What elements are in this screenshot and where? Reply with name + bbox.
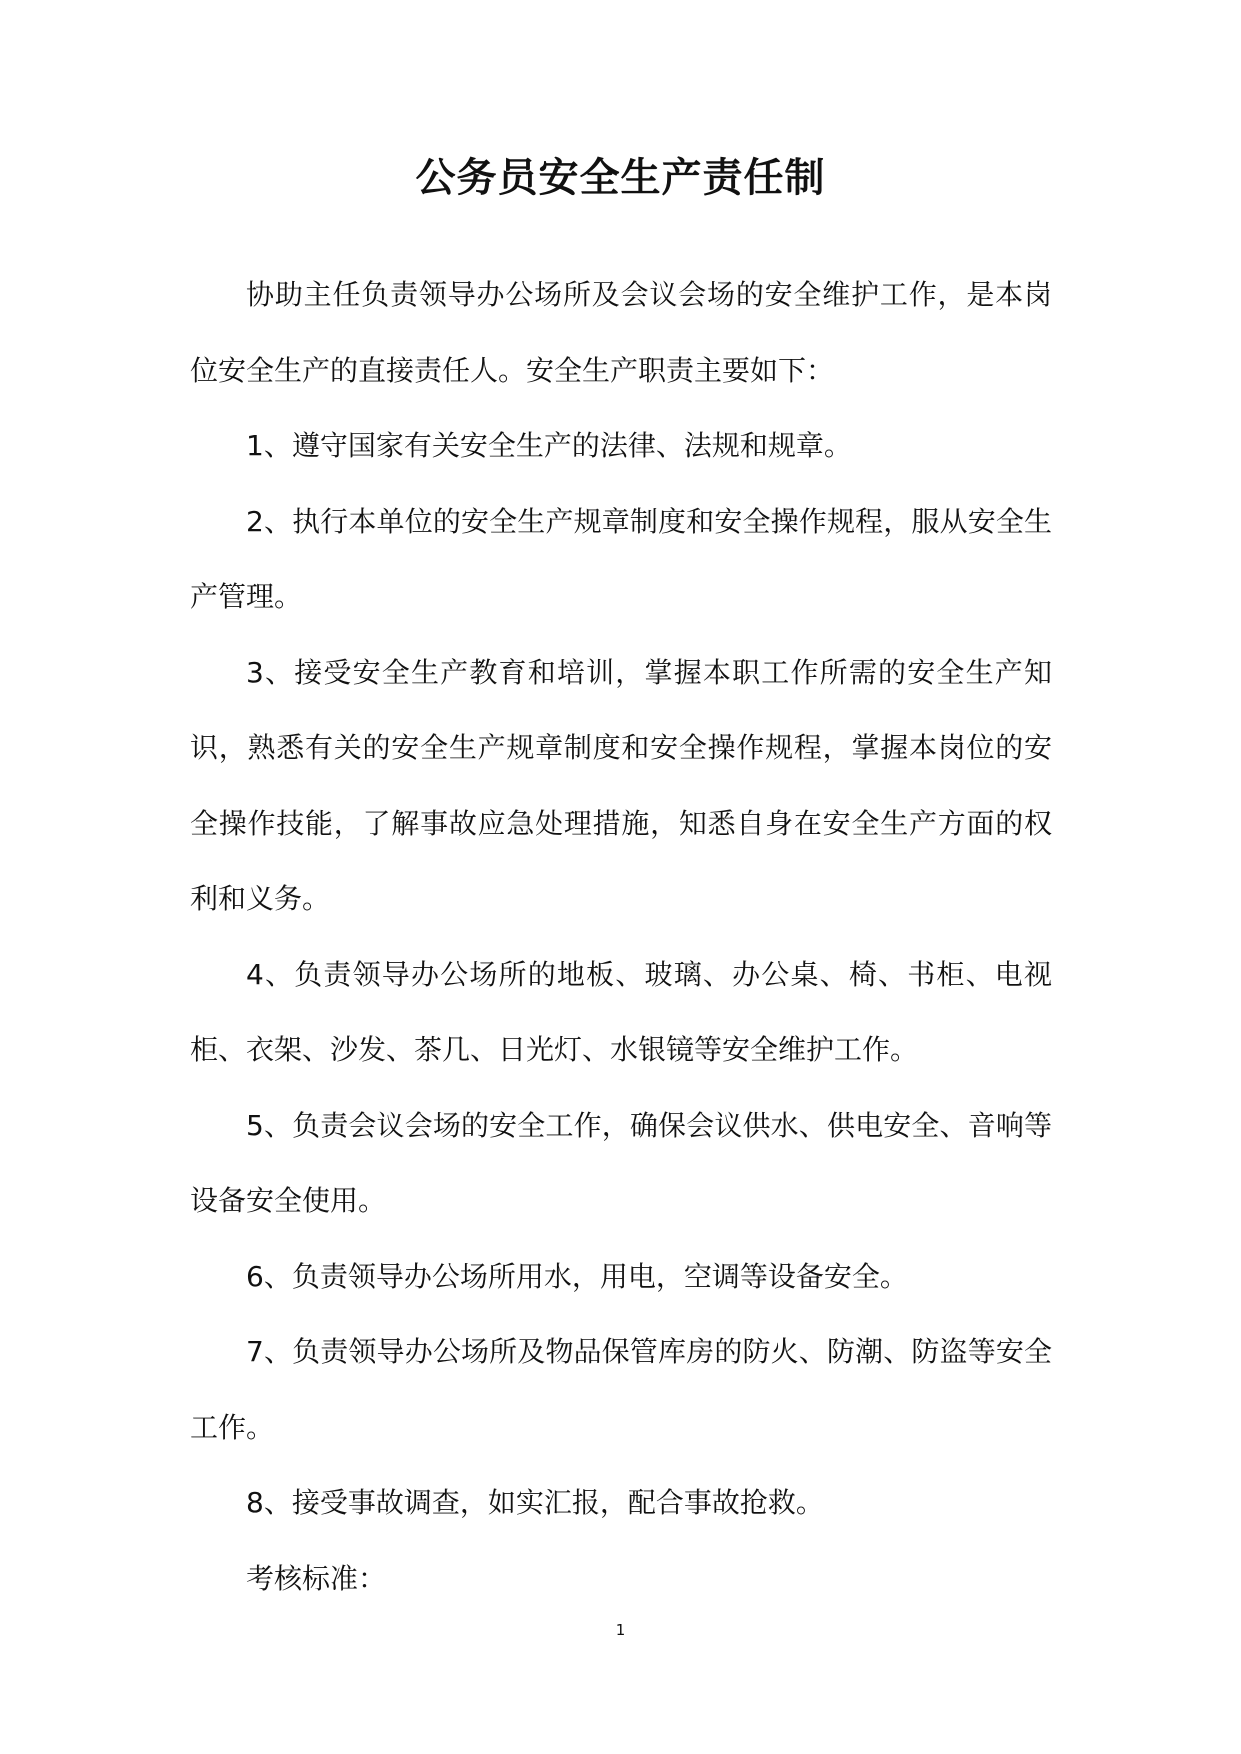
document-body — [190, 257, 1052, 1616]
duty-item-5: 5、负责会议会场的安全工作，确保会议供水、供电安全、音响等设备安全使用。 — [190, 1108, 1052, 1217]
intro-paragraph: 协助主任负责领导办公场所及会议会场的安全维护工作，是本岗位安全生产的直接责任人。安全生产职责主要如下： — [190, 278, 1052, 387]
duty-item-2: 2、执行本单位的安全生产规章制度和安全操作规程，服从安全生产管理。 — [190, 504, 1052, 613]
duty-item-3: 3、接受安全生产教育和培训，掌握本职工作所需的安全生产知识，熟悉有关的安全生产规章制度和安全操作规程，掌握本岗位的安全操作技能，了解事故应急处理措施，知悉自身在安全生产方面的权利和义务。 — [190, 655, 1052, 915]
duty-item-4: 4、负责领导办公场所的地板、玻璃、办公桌、椅、书柜、电视柜、衣架、沙发、茶几、日光灯、水银镜等安全维护工作。 — [190, 957, 1052, 1066]
duty-item-6: 6、负责领导办公场所用水，用电，空调等设备安全。 — [246, 1259, 908, 1293]
duty-item-8: 8、接受事故调查，如实汇报，配合事故抢救。 — [246, 1486, 824, 1519]
page-number: 1 — [615, 1621, 626, 1639]
document-title: 公务员安全生产责任制 — [415, 155, 826, 201]
assessment-heading: 考核标准： — [246, 1561, 387, 1595]
duty-item-1: 1、遵守国家有关安全生产的法律、法规和规章。 — [246, 429, 852, 462]
duty-item-7: 7、负责领导办公场所及物品保管库房的防火、防潮、防盗等安全工作。 — [190, 1335, 1052, 1444]
